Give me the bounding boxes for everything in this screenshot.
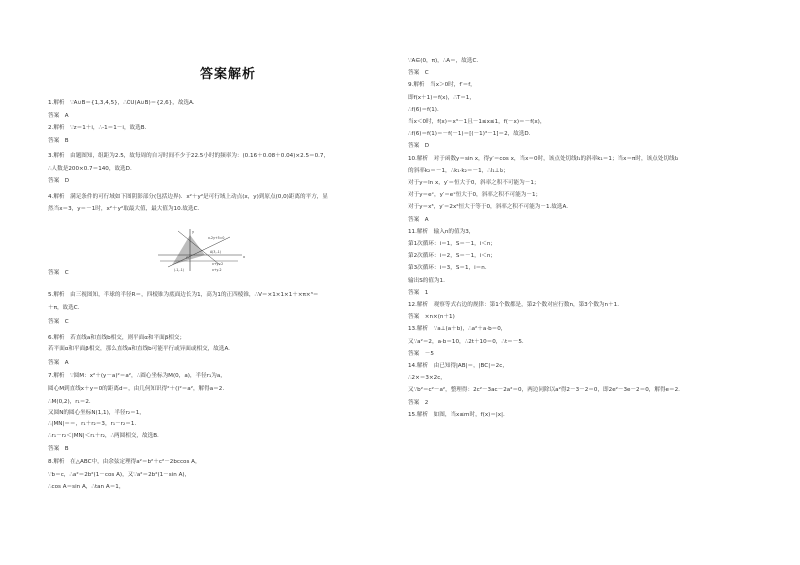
text-line: 当x＜0时，f(x)＝x³－1且－1≤x≤1，f(－x)＝－f(x)， [408,119,546,125]
answer-line: 答案 A [408,216,429,223]
text-line: ∴人数是200×0.7＝140，故选D. [48,166,132,172]
text-line: 即f(x＋1)＝f(x)，∴T＝1， [408,94,475,101]
fig-label-y: y [192,230,195,234]
fig-label-line-2: x+y=2 [212,262,224,266]
text-line: 的斜率k₂＝－1，∴k₁·k₂＝－1，∴l₁⊥l₂； [408,167,509,174]
fig-label-x: x [243,255,246,259]
text-line: 4.解析 满足条件的可行域如下图阴影部分(包括边界)．x²＋y²是可行域上动点(x，y)到原点(0,0)距离的平方，显 [48,194,328,200]
text-line: 3.解析 由题图知，组距为2.5，故每周的自习时间不少于22.5小时的频率为：(0.16＋0.08＋0.04)×2.5＝0.7， [48,153,330,159]
text-line: ∴|MN|＝＝，r₁＋r₂＝3，r₁－r₂＝1. [48,421,137,427]
text-line: 5.解析 由三视图知，半球的半径R＝，四棱锥为底面边长为1，高为1的正四棱锥，∴V＝×1×1×1＋×π×³＝ [48,292,319,298]
text-line: ∴2×＝3×2c， [408,375,446,382]
fig-label-origin: O [186,256,189,260]
text-line: 然当x＝3，y＝－1时，x²＋y²取最大值，最大值为10.故选C. [48,206,200,212]
text-line: 10.解析 对于函数y＝sin x，得y′＝cos x，当x＝0时，该点处切线l₁的斜率k₁＝1；当x＝π时，该点处切线l₂ [408,155,679,162]
answer-line: 答案 D [408,143,430,150]
feasible-region-figure [150,225,250,273]
text-line: 对于y＝eˣ，y′＝eˣ恒大于0，斜率之积不可能为－1； [408,192,542,199]
text-line: 若平面α和平面β相交，那么直线a和直线b可能平行或异面或相交，故选A. [48,346,230,352]
text-line: ∵A∈(0，π)，∴A＝，故选C. [408,58,479,64]
answer-line: 答案 A [48,360,69,366]
answer-line: 答案 －5 [408,350,434,357]
text-line: 第2次循环：i＝2，S＝－1，i＜n； [408,253,497,260]
text-line: 8.解析 在△ABC中，由余弦定理得a²＝b²＋c²－2bccos A， [48,459,201,465]
answer-line: 答案 ×n×(n＋1) [408,314,455,321]
page-title: 答案解析 [200,67,257,82]
text-line: 14.解析 由已知得|AB|＝，|BC|＝2c， [408,363,508,369]
text-line: 15.解析 如图，当x≤m时，f(x)＝|x|. [408,411,505,418]
text-line: 对于y＝x³，y′＝2x²恒大于等于0，斜率之积不可能为－1.故选A. [408,204,569,211]
text-line: ∴cos A＝sin A，∴tan A＝1， [48,484,125,490]
text-line: 圆心M到直线x＋y＝0的距离d＝，由几何知识得²＋()²＝a²，解得a＝2. [48,386,225,392]
fig-label-line-1: x-2y+5=0 [208,236,225,240]
fig-label-point: (-1,-1) [174,268,184,272]
text-line: 又∵a²＝2，a·b＝10，∴2t＋10＝0，∴t＝－5. [408,338,524,345]
text-line: 11.解析 输入n的值为3， [408,228,475,235]
text-line: 第3次循环：i＝3，S＝1，i＝n. [408,265,487,272]
answer-line: 答案 B [48,138,69,144]
text-line: ∴r₁－r₂＜|MN|＜r₁＋r₂，∴两圆相交，故选B. [48,433,159,439]
fig-label-line-3: x+y-2 [212,268,222,272]
text-line: ∴f(6)＝f(1)＝－f(－1)＝[(－1)³－1]＝2，故选D. [408,131,531,138]
text-line: 又∵b²＝c²－a²，整理得：2c²－3ac－2a²＝0，两边同除以a²得2－3－2＝0，即2e²－3e－2＝0，解得e＝2. [408,387,680,394]
text-line: ∴M(0,2)，r₁＝2. [48,399,91,405]
text-line: 13.解析 ∵a⊥(a＋b)，∴a²＋a·b＝0， [408,326,507,333]
text-line: 7.解析 ∵圆M：x²＋(y－a)²＝a²，∴圆心坐标为M(0，a)，半径r₁为a， [48,373,226,379]
answer-line: 答案 D [48,178,70,184]
answer-line: 答案 2 [408,399,429,406]
text-line: 6.解析 若直线a和直线b相交，则平面α和平面β相交； [48,335,186,341]
fig-label-point-a: A(3,-1) [210,250,221,254]
answer-line: 答案 C [48,270,69,276]
text-line: 1.解析 ∵A∪B＝{1,3,4,5}，∴∁U(A∪B)＝{2,6}，故选A. [48,100,195,106]
answer-line: 答案 A [48,113,69,119]
text-line: 对于y＝ln x，y′＝恒大于0，斜率之积不可能为－1； [408,180,540,186]
text-line: ＋π，故选C. [48,305,80,311]
text-line: 12.解析 观察等式右边的规律：第1个数都是，第2个数对应行数n，第3个数为n＋1. [408,302,620,308]
text-line: ∵b＝c，∴a²＝2b²(1－cos A)，又∵a²＝2b²(1－sin A)， [48,472,191,478]
text-line: 2.解析 ∵z＝1＋i，∴-1＝1－i，故选B. [48,125,147,131]
text-line: 9.解析 当x＞0时，f′＝f， [408,82,476,89]
text-line: 输出S的值为1. [408,277,445,284]
answer-line: 答案 1 [408,289,429,296]
answer-line: 答案 B [48,446,69,452]
text-line: 又圆N的圆心坐标N(1,1)，半径r₂＝1， [48,410,145,416]
text-line: ∴f(6)＝f(1)． [408,106,443,113]
text-line: 第1次循环：i＝1，S＝－1，i＜n； [408,241,497,247]
answer-line: 答案 C [48,319,69,325]
answer-line: 答案 C [408,70,429,77]
